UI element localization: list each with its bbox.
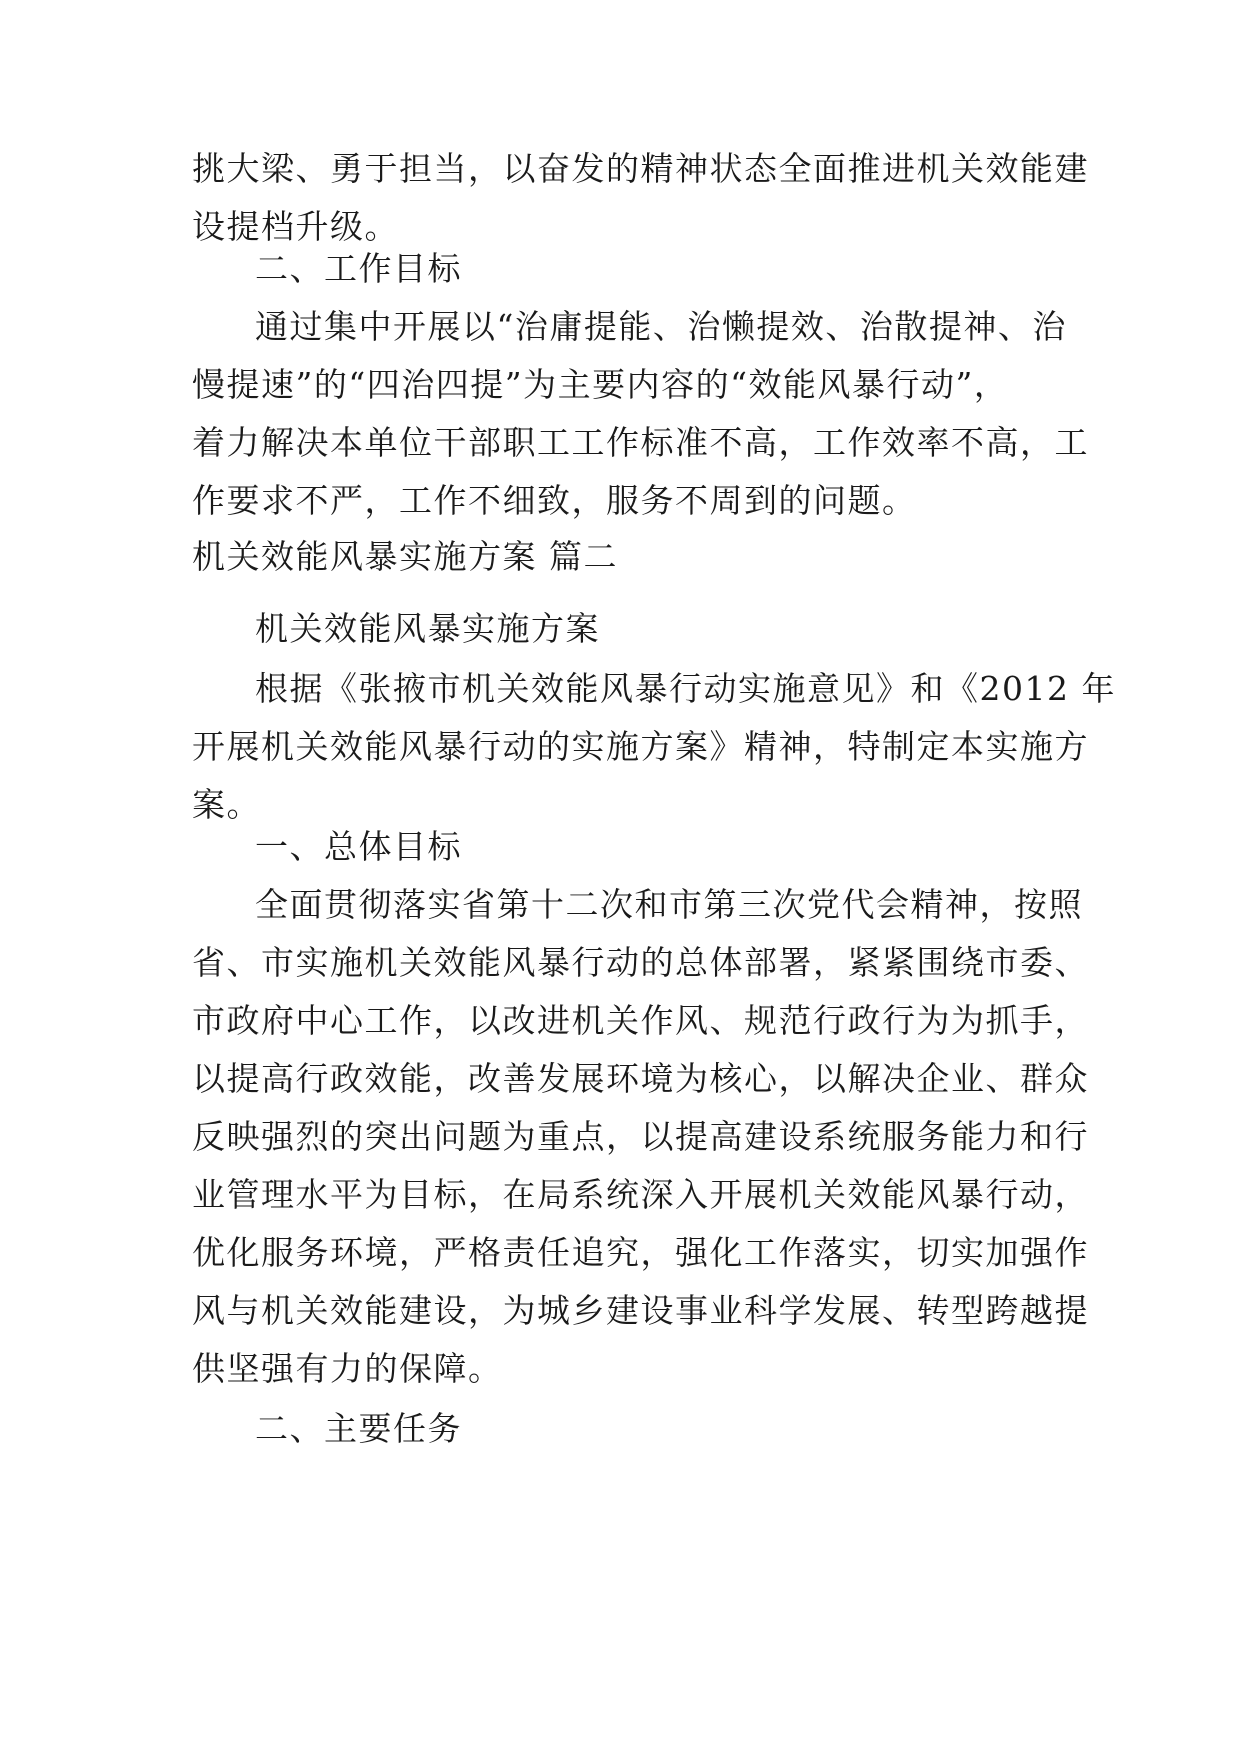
document-subtitle bbox=[255, 600, 1062, 658]
text-line: 供坚强有力的保障。 bbox=[192, 1349, 503, 1388]
text-line: 开展机关效能风暴行动的实施方案》精神，特制定本实施方 bbox=[192, 727, 1089, 766]
heading-text: 二、主要任务 bbox=[255, 1409, 462, 1448]
text-line: 着力解决本单位干部职工工作标准不高，工作效率不高，工 bbox=[192, 423, 1089, 462]
text-line: 挑大梁、勇于担当，以奋发的精神状态全面推进机关效能建 bbox=[192, 149, 1089, 188]
text-line: 根据《张掖市机关效能风暴行动实施意见》和《2012 年 bbox=[255, 669, 1116, 708]
section-heading-overall-goals bbox=[255, 818, 1062, 876]
text-line: 市政府中心工作，以改进机关作风、规范行政行为为抓手， bbox=[192, 1001, 1089, 1040]
text-line: 风与机关效能建设，为城乡建设事业科学发展、转型跨越提 bbox=[192, 1291, 1089, 1330]
document-title bbox=[192, 528, 1062, 586]
text-line: 全面贯彻落实省第十二次和市第三次党代会精神，按照 bbox=[255, 885, 1083, 924]
paragraph-continuation bbox=[192, 140, 1089, 256]
heading-text: 二、工作目标 bbox=[255, 249, 462, 288]
text-line: 设提档升级。 bbox=[192, 207, 399, 246]
text-line: 案。 bbox=[192, 785, 261, 824]
section-heading-work-goals bbox=[255, 240, 1062, 298]
text-line: 慢提速”的“四治四提”为主要内容的“效能风暴行动”， bbox=[192, 365, 1009, 404]
heading-text: 一、总体目标 bbox=[255, 827, 462, 866]
section-heading-main-tasks bbox=[255, 1400, 1062, 1458]
paragraph-overall-goals bbox=[192, 876, 1089, 1398]
paragraph-work-goals bbox=[192, 298, 1089, 530]
subtitle-text: 机关效能风暴实施方案 bbox=[255, 609, 600, 648]
paragraph-basis bbox=[192, 660, 1116, 834]
title-text: 机关效能风暴实施方案 篇二 bbox=[192, 537, 618, 576]
text-line: 业管理水平为目标，在局系统深入开展机关效能风暴行动， bbox=[192, 1175, 1089, 1214]
text-line: 作要求不严，工作不细致，服务不周到的问题。 bbox=[192, 481, 917, 520]
text-line: 优化服务环境，严格责任追究，强化工作落实，切实加强作 bbox=[192, 1233, 1089, 1272]
text-line: 反映强烈的突出问题为重点，以提高建设系统服务能力和行 bbox=[192, 1117, 1089, 1156]
text-line: 省、市实施机关效能风暴行动的总体部署，紧紧围绕市委、 bbox=[192, 943, 1089, 982]
text-line: 以提高行政效能，改善发展环境为核心，以解决企业、群众 bbox=[192, 1059, 1089, 1098]
text-line: 通过集中开展以“治庸提能、治懒提效、治散提神、治 bbox=[255, 307, 1067, 346]
